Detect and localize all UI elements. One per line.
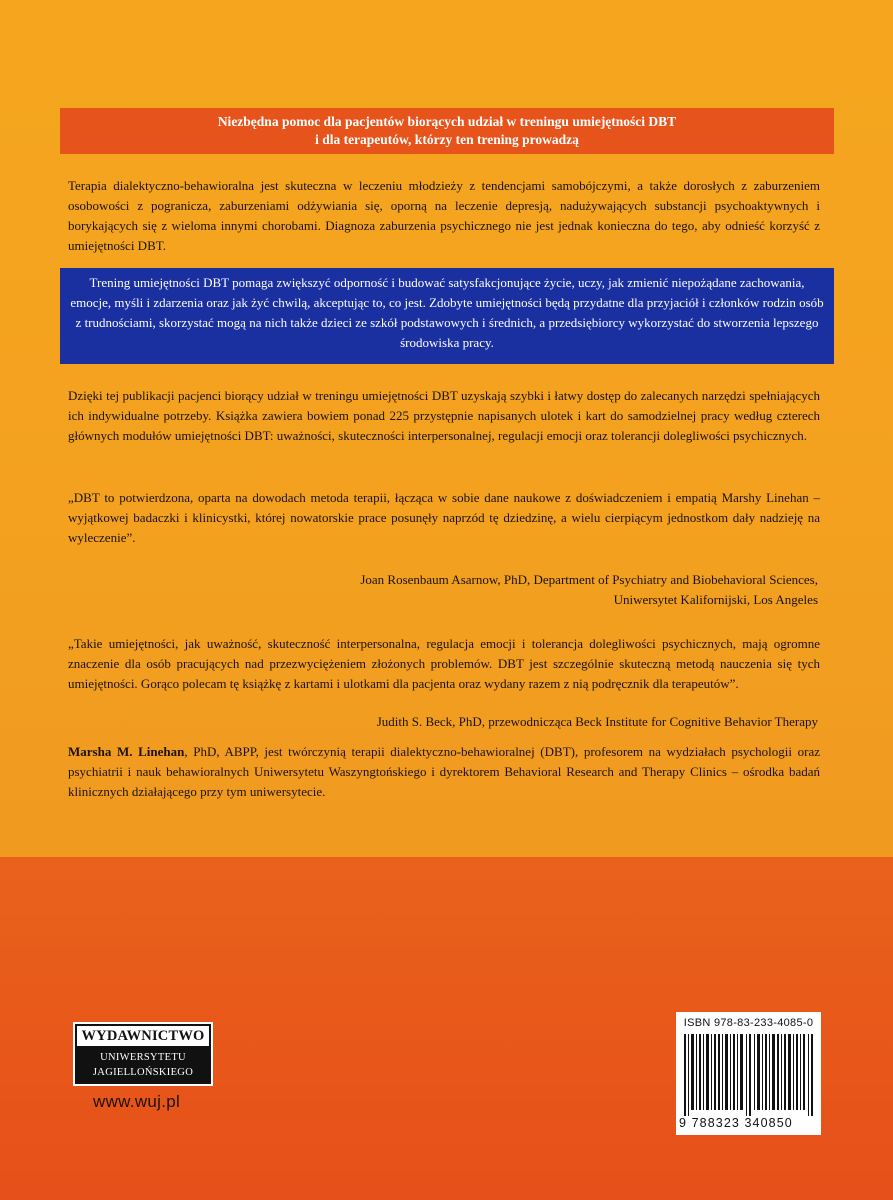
author-bio [68, 742, 820, 802]
quote-2-author: Judith S. Beck, PhD, przewodnicząca Beck Institute for Cognitive Behavior Therapy [376, 714, 818, 729]
quote-1: „DBT to potwierdzona, oparta na dowodach metoda terapii, łącząca w sobie dane naukowe z doświadczeniem i empatią Marshy Linehan – wyjątkowej badaczki i klinicystki, której nowatorskie prace posunęły naprzód tę dziedzinę, a wielu cierpiącym jednostkom dały nadzieję na wyleczenie”. [68, 490, 820, 545]
publisher-logo-line-2: UNIWERSYTETU [100, 1052, 186, 1063]
header-line-2: i dla terapeutów, którzy ten trening prowadzą [315, 132, 579, 147]
publisher-website: www.wuj.pl [93, 1092, 181, 1111]
publisher-logo-line-1: WYDAWNICTWO [77, 1026, 209, 1046]
quote-1-author-line-1: Joan Rosenbaum Asarnow, PhD, Department of Psychiatry and Biobehavioral Sciences, [360, 572, 818, 587]
barcode-label [676, 1012, 821, 1135]
intro-paragraph: Terapia dialektyczno-behawioralna jest skuteczna w leczeniu młodzieży z tendencjami samobójczymi, a także dorosłych z zaburzeniem osobowości z pogranicza, zaburzeniami odżywiania się, oporną na leczenie depresją, nadużywających substancji psychoaktywnych i borykających się z wieloma innymi chorobami. Diagnoza zaburzenia psychicznego nie jest jednak konieczna do tego, aby odnieść korzyść z umiejętności DBT. [68, 178, 820, 253]
header-line-1: Niezbędna pomoc dla pacjentów biorących udział w treningu umiejętności DBT [217, 114, 677, 129]
highlight-box [60, 268, 834, 364]
quote-1-author [360, 570, 818, 610]
quote-1-author-line-2: Uniwersytet Kalifornijski, Los Angeles [613, 592, 818, 607]
author-name: Marsha M. Linehan [68, 744, 185, 759]
barcode-digits: 9 788323 340850 [679, 1116, 793, 1130]
publisher-logo-line-3: JAGIELLOŃSKIEGO [92, 1067, 194, 1078]
barcode-icon [684, 1034, 814, 1116]
isbn-text: ISBN 978-83-233-4085-0 [683, 1017, 814, 1029]
highlight-text: Trening umiejętności DBT pomaga zwiększyć odporność i budować satysfakcjonujące życie, uczy, jak zmienić niepożądane zachowania, emocje, myśli i zdarzenia oraz jak żyć chwilą, akceptując to, co jest. Zdobyte umiejętności będą przydatne dla przyjaciół i członków rodzin osób z trudnościami, skorzystać mogą na nich także dzieci ze szkół podstawowych i średnich, a przedsiębiorcy wykorzystać do stworzenia lepszego środowiska pracy. [70, 275, 824, 350]
description-paragraph: Dzięki tej publikacji pacjenci biorący udział w treningu umiejętności DBT uzyskają szybki i łatwy dostęp do zalecanych narzędzi spełniających ich indywidualne potrzeby. Książka zawiera bowiem ponad 225 przystępnie napisanych ulotek i kart do samodzielnej pracy według czterech głównych modułów umiejętności DBT: uważności, skuteczności interpersonalnej, regulacji emocji oraz tolerancji dolegliwości psychicznych. [68, 388, 820, 443]
publisher-logo [73, 1022, 213, 1086]
quote-2: „Takie umiejętności, jak uważność, skuteczność interpersonalna, regulacja emocji i tolerancja dolegliwości psychicznych, mają ogromne znaczenie dla osób pracujących nad przezwyciężeniem złożonych problemów. DBT jest szczególnie skuteczną metodą nauczenia się tych umiejętności. Gorąco polecam tę książkę z kartami i ulotkami dla pacjenta oraz wydany razem z nią podręcznik dla terapeutów”. [68, 636, 820, 691]
author-bio-text: , PhD, ABPP, jest twórczynią terapii dialektyczno-behawioralnej (DBT), profesorem na wydziałach psychologii oraz psychiatrii i nauk behawioralnych Uniwersytetu Waszyngtońskiego i dyrektorem Behavioral Research and Therapy Clinics – ośrodka badań klinicznych działającego przy tym uniwersytecie. [68, 744, 821, 799]
header-banner [60, 108, 834, 154]
